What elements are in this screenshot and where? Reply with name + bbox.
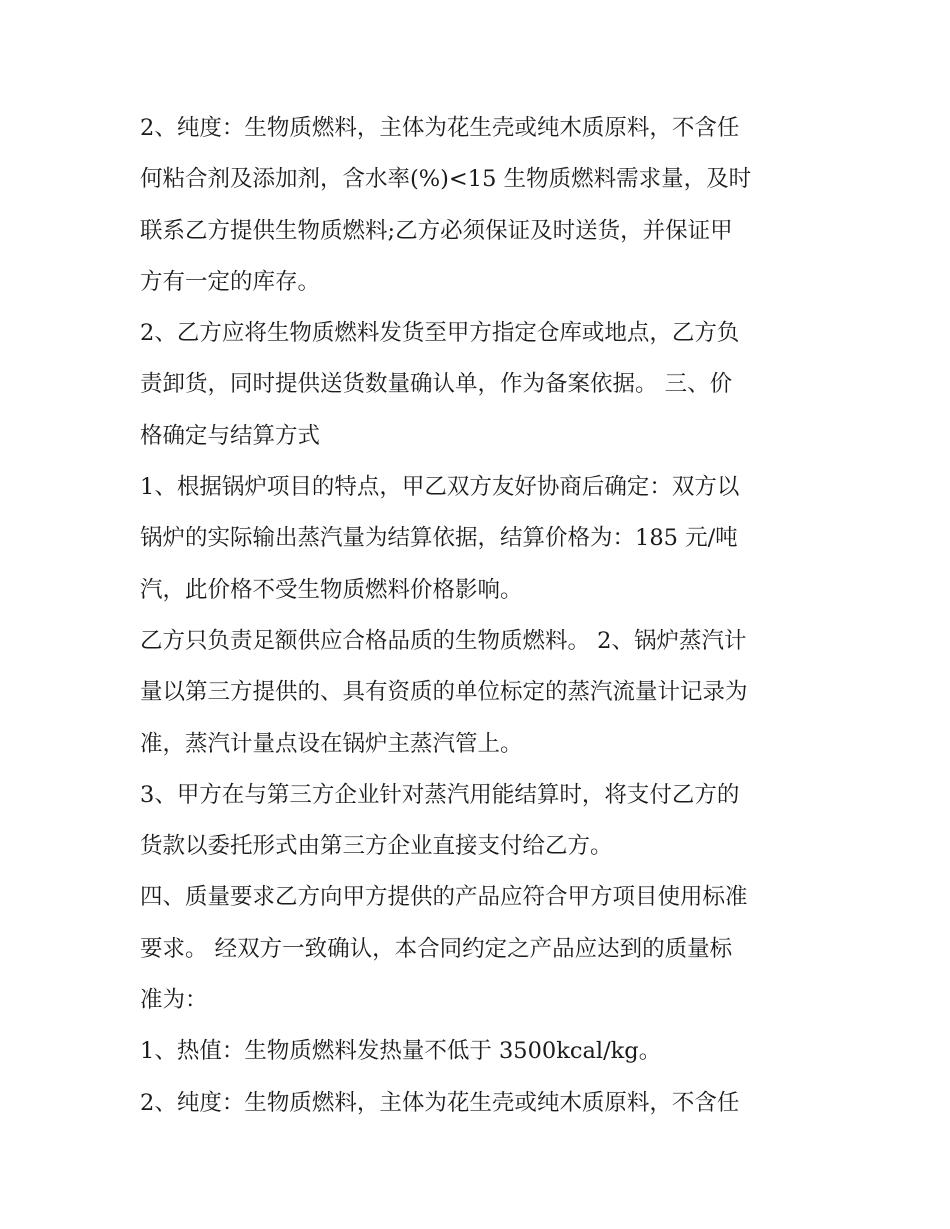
document-body (140, 103, 816, 1129)
text-line: 2、乙方应将生物质燃料发货至甲方指定仓库或地点，乙方负 (140, 320, 740, 347)
text-line: 责卸货，同时提供送货数量确认单，作为备案依据。 三、价 (140, 371, 733, 398)
text-line: 锅炉的实际输出蒸汽量为结算依据，结算价格为：185 元/吨 (140, 525, 738, 552)
text-line: 准，蒸汽计量点设在锅炉主蒸汽管上。 (140, 730, 523, 757)
text-line: 2、纯度：生物质燃料，主体为花生壳或纯木质原料，不含任 (140, 115, 740, 141)
text-line: 方有一定的库存。 (140, 268, 321, 295)
text-line: 格确定与结算方式 (140, 422, 321, 449)
text-line: 联系乙方提供生物质燃料;乙方必须保证及时送货，并保证甲 (140, 217, 733, 244)
text-line: 汽，此价格不受生物质燃料价格影响。 (140, 576, 523, 603)
text-line: 要求。 经双方一致确认，本合同约定之产品应达到的质量标 (140, 935, 733, 962)
text-line: 货款以委托形式由第三方企业直接支付给乙方。 (140, 833, 613, 860)
text-line: 乙方只负责足额供应合格品质的生物质燃料。 2、锅炉蒸汽计 (140, 627, 747, 654)
text-line: 1、热值：生物质燃料发热量不低于 3500kcal/kg。 (140, 1038, 662, 1065)
text-line: 2、纯度：生物质燃料，主体为花生壳或纯木质原料，不含任 (140, 1089, 740, 1116)
text-line: 1、根据锅炉项目的特点，甲乙双方友好协商后确定：双方以 (140, 474, 740, 501)
text-line: 3、甲方在与第三方企业针对蒸汽用能结算时，将支付乙方的 (140, 781, 740, 808)
text-line: 何粘合剂及添加剂，含水率(%)<15 生物质燃料需求量，及时 (140, 166, 752, 193)
text-line: 准为： (140, 987, 208, 1014)
text-line: 量以第三方提供的、具有资质的单位标定的蒸汽流量计记录为 (140, 679, 748, 706)
text-line: 四、质量要求乙方向甲方提供的产品应符合甲方项目使用标准 (140, 884, 748, 911)
